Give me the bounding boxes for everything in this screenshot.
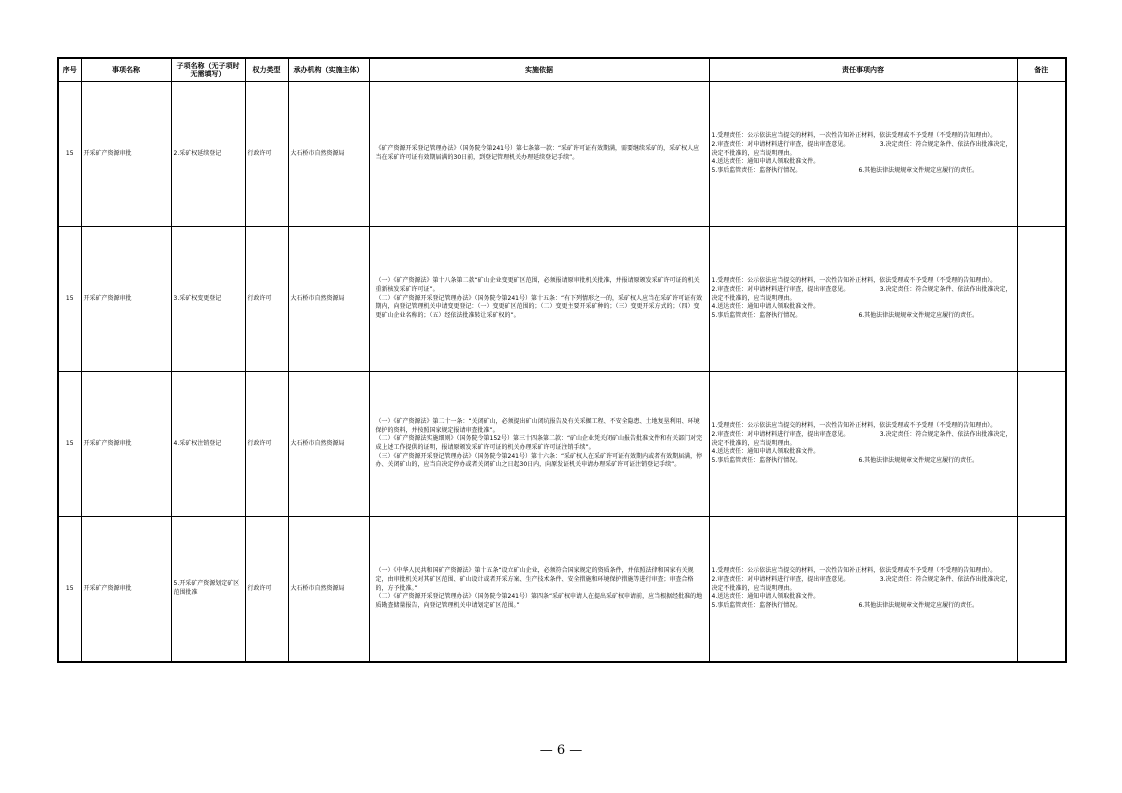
item-name-cell: 开采矿产资源审批: [81, 82, 171, 227]
header-item-name: 事项名称: [81, 58, 171, 82]
table-row: [58, 82, 1066, 227]
header-sub-item: 子项名称（无子项时无需填写）: [171, 58, 245, 82]
header-row: [58, 58, 1066, 82]
power-type-cell: 行政许可: [245, 372, 288, 517]
basis-text: （一）《中华人民共和国矿产资源法》第十五条“设立矿山企业，必须符合国家规定的资质条件，并依照法律和国家有关规定，由审批机关对其矿区范围、矿山设计或者开采方案、生产技术条件、安全措施和环境保护措施等进行审查；审查合格的，方予批准。” （二）《矿产资源开采登记管理办法》（国务院令第241号）第四条“采矿权申请人在提出采矿权申请前，应当根据经批准的地质勘查储量报告，向登记管理机关申请划定矿区范围。”: [375, 567, 703, 610]
table-row: [58, 372, 1066, 517]
header-basis: 实施依据: [369, 58, 709, 82]
basis-text: 《矿产资源开采登记管理办法》（国务院令第241号）第七条第一款：“采矿许可证有效期满，需要继续采矿的，采矿权人应当在采矿许可证有效期届满的30日前，到登记管理机关办理延续登记手续”。: [375, 145, 700, 161]
note-cell: [1017, 372, 1066, 517]
seq-cell: 15: [58, 372, 81, 517]
note-cell: [1017, 82, 1066, 227]
seq-cell: 15: [58, 227, 81, 372]
responsibility-cell: [709, 82, 1017, 227]
organization-cell: 大石桥市自然资源局: [288, 82, 369, 227]
power-type-cell: 行政许可: [245, 227, 288, 372]
page-number: — 6 —: [539, 743, 583, 758]
organization-cell: 大石桥市自然资源局: [288, 517, 369, 663]
basis-cell: [369, 517, 709, 663]
note-cell: [1017, 517, 1066, 663]
table-row: [58, 227, 1066, 372]
power-type-cell: 行政许可: [245, 82, 288, 227]
header-organization: 承办机构（实施主体）: [288, 58, 369, 82]
header-power-type: 权力类型: [245, 58, 288, 82]
sub-item-cell: 2.采矿权延续登记: [171, 82, 245, 227]
organization-cell: 大石桥市自然资源局: [288, 372, 369, 517]
responsibility-text: 1.受理责任：公示依法应当提交的材料，一次性告知补正材料，依法受理或不予受理（不受理的告知理由）。 2.审查责任：对申请材料进行审查，提出审查意见。 3.决定责任：符合规定条件、依法作出批准决定，决定不批准的，应当说明理由。 4.送达责任：通知申请人领取批准文件。 5.事后监管责任：监督执行情况。 6.其他法律法规规章文件规定应履行的责任。: [711, 422, 1012, 465]
responsibility-cell: [709, 517, 1017, 663]
responsibility-text: 1.受理责任：公示依法应当提交的材料，一次性告知补正材料，依法受理或不予受理（不受理的告知理由）。 2.审查责任：对申请材料进行审查，提出审查意见。 3.决定责任：符合规定条件、依法作出批准决定，决定不批准的，应当说明理由。 4.送达责任：通知申请人领取批准文件。 5.事后监管责任：监督执行情况。 6.其他法律法规规章文件规定应履行的责任。: [711, 567, 1012, 610]
sub-item-cell: 3.采矿权变更登记: [171, 227, 245, 372]
responsibility-text: 1.受理责任：公示依法应当提交的材料，一次性告知补正材料，依法受理或不予受理（不受理的告知理由）。 2.审查责任：对申请材料进行审查，提出审查意见。 3.决定责任：符合规定条件、依法作出批准决定，决定不批准的，应当说明理由。 4.送达责任：通知申请人领取批准文件。 5.事后监管责任：监督执行情况。 6.其他法律法规规章文件规定应履行的责任。: [711, 132, 1012, 175]
responsibility-table: [57, 57, 1067, 663]
power-type-cell: 行政许可: [245, 517, 288, 663]
responsibility-text: 1.受理责任：公示依法应当提交的材料，一次性告知补正材料，依法受理或不予受理（不受理的告知理由）。 2.审查责任：对申请材料进行审查，提出审查意见。 3.决定责任：符合规定条件、依法作出批准决定，决定不批准的，应当说明理由。 4.送达责任：通知申请人领取批准文件。 5.事后监管责任：监督执行情况。 6.其他法律法规规章文件规定应履行的责任。: [711, 277, 1012, 320]
note-cell: [1017, 227, 1066, 372]
basis-text: （一）《矿产资源法》第十八条第二款“矿山企业变更矿区范围，必须报请原审批机关批准，并报请原颁发采矿许可证的机关重新核发采矿许可证”。 （二）《矿产资源开采登记管理办法》（国务院令第241号）第十五条：“有下列情形之一的，采矿权人应当在采矿许可证有效期内，向登记管理机关申请变更登记：（一）变更矿区范围的；（二）变更主要开采矿种的；（三）变更开采方式的；（四）变更矿山企业名称的；（五）经依法批准转让采矿权的”。: [375, 277, 703, 320]
basis-cell: [369, 82, 709, 227]
seq-cell: 15: [58, 517, 81, 663]
organization-cell: 大石桥市自然资源局: [288, 227, 369, 372]
sub-item-cell: 4.采矿权注销登记: [171, 372, 245, 517]
item-name-cell: 开采矿产资源审批: [81, 227, 171, 372]
basis-cell: [369, 372, 709, 517]
basis-cell: [369, 227, 709, 372]
item-name-cell: 开采矿产资源审批: [81, 517, 171, 663]
responsibility-cell: [709, 227, 1017, 372]
header-seq: 序号: [58, 58, 81, 82]
header-responsibility: 责任事项内容: [709, 58, 1017, 82]
sub-item-cell: 5.开采矿产资源划定矿区范围批准: [171, 517, 245, 663]
table-row: [58, 517, 1066, 663]
header-note: 备注: [1017, 58, 1066, 82]
responsibility-cell: [709, 372, 1017, 517]
basis-text: （一）《矿产资源法》第二十一条：“关闭矿山，必须提出矿山闭坑报告及有关采掘工程、不安全隐患、土地复垦利用、环境保护的资料，并按照国家规定报请审查批准”。 （二）《矿产资源法实施细则》（国务院令第152号）第三十四条第二款：“矿山企业凭关闭矿山报告批准文件和有关部门对完成上述工作提供的证明，报请原颁发采矿许可证的机关办理采矿许可证注销手续”。 （三）《矿产资源开采登记管理办法》（国务院令第241号）第十六条：“采矿权人在采矿许可证有效期内或者有效期届满，停办、关闭矿山的，应当自决定停办或者关闭矿山之日起30日内，向原发证机关申请办理采矿许可证注销登记手续”。: [375, 417, 703, 469]
item-name-cell: 开采矿产资源审批: [81, 372, 171, 517]
seq-cell: 15: [58, 82, 81, 227]
